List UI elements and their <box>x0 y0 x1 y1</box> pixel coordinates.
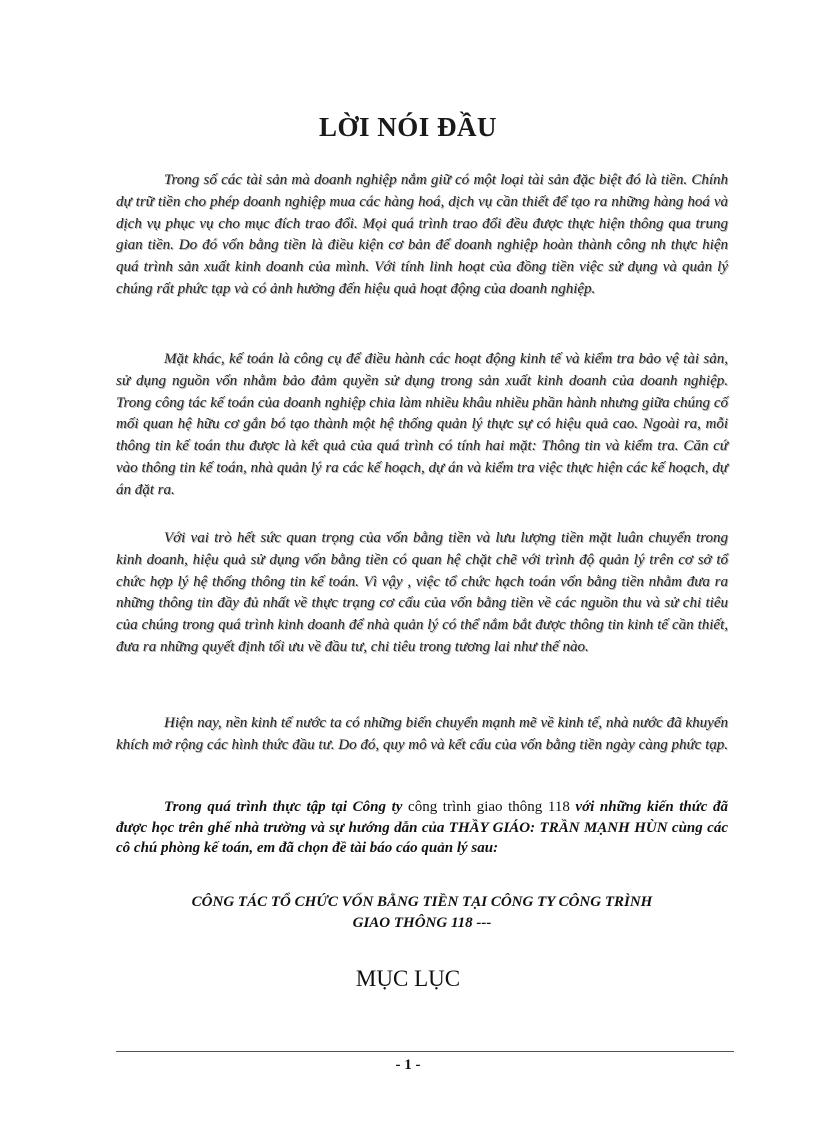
page-number: - 1 - <box>395 1057 421 1073</box>
internship-rest: với những kiến thức đã được học trên ghế nhà trường và sự hướng dẫn của THẦY GIÁO: TRẦN MẠNH HÙN cùng các cô chú phòng kế toán, em đã chọn đề tài báo cáo quản lý sau: <box>116 799 728 856</box>
toc-heading: MỤC LỤC <box>355 966 461 991</box>
intro-paragraph-3 <box>116 528 728 659</box>
intro-paragraph-4 <box>116 713 728 757</box>
internship-paragraph <box>116 797 728 859</box>
paragraph-text: Trong số các tài sản mà doanh nghiệp nắm giữ có một loại tài sản đặc biệt đó là tiền. Chính dự trữ tiền cho phép doanh nghiệp mua các hàng hoá, dịch vụ cần thiết để tạo ra những hàng hoá và dịch vụ phục vụ cho mục đích trao đổi. Mọi quá trình trao đổi đều được thực hiện thông qua trung gian tiền. Do đó vốn bằng tiền là điều kiện cơ bản để doanh nghiệp hoàn thành công nh thực hiện quá trình sản xuất kinh doanh của mình. Với tính linh hoạt của đồng tiền việc sử dụng và quản lý chúng rất phức tạp và có ảnh hưởng đến hiệu quả hoạt động của doanh nghiệp. <box>116 172 728 297</box>
document-title: LỜI NÓI ĐẦU <box>318 112 498 142</box>
report-topic <box>116 892 728 934</box>
intro-paragraph-2 <box>116 349 728 502</box>
internship-lead: Trong quá trình thực tập tại Công ty <box>164 799 403 815</box>
intro-paragraph-1 <box>116 170 728 301</box>
paragraph-text: Hiện nay, nền kinh tế nước ta có những biến chuyển mạnh mẽ về kinh tế, nhà nước đã khuyến khích mở rộng các hình thức đầu tư. Do đó, quy mô và kết cấu của vốn bằng tiền ngày càng phức tạp. <box>116 715 728 753</box>
footer-divider <box>116 1051 734 1052</box>
company-name: công trình giao thông 118 <box>408 799 570 815</box>
paragraph-text: Với vai trò hết sức quan trọng của vốn bằng tiền và lưu lượng tiền mặt luân chuyển trong kinh doanh, hiệu quả sử dụng vốn bằng tiền có quan hệ chặt chẽ với trình độ quản lý trên cơ sở tổ chức hợp lý hệ thống thông tin kế toán. Vì vậy , việc tổ chức hạch toán vốn bằng tiền nhằm đưa ra những thông tin đầy đủ nhất về thực trạng cơ cấu của vốn bằng tiền về các nguồn thu và sử chi tiêu của chúng trong quá trình kinh doanh để nhà quản lý có thể nắm bắt được thông tin kinh tế cần thiết, đưa ra những quyết định tối ưu về đầu tư, chi tiêu trong tương lai như thế nào. <box>116 530 728 655</box>
report-topic-line-2: GIAO THÔNG 118 --- <box>352 915 492 931</box>
paragraph-text: Mặt khác, kế toán là công cụ để điều hành các hoạt động kinh tế và kiểm tra bảo vệ tài sản, sử dụng nguồn vốn nhằm bảo đảm quyền sử dụng trong sản xuất kinh doanh của doanh nghiệp. Trong công tác kế toán của doanh nghiệp chia làm nhiều khâu nhiều phần hành nhưng giữa chúng cố mối quan hệ hữu cơ gắn bó tạo thành một hệ thống quản lý thực sự có hiệu quả cao. Ngoài ra, mỗi thông tin kế toán thu được là kết quả của quá trình có tính hai mặt: Thông tin và kiểm tra. Căn cứ vào thông tin kế toán, nhà quản lý ra các kế hoạch, dự án và kiểm tra việc thực hiện các kế hoạch, dự án đặt ra. <box>116 351 728 498</box>
report-topic-line-1: CÔNG TÁC TỔ CHỨC VỐN BẰNG TIỀN TẠI CÔNG TY CÔNG TRÌNH <box>191 894 653 910</box>
